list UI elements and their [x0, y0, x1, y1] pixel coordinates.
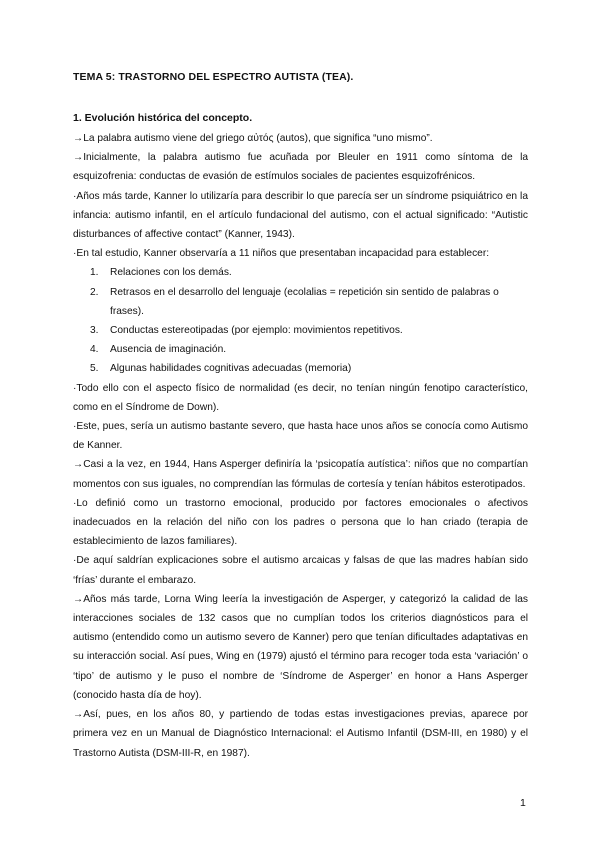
paragraph: ·De aquí saldrían explicaciones sobre el autismo arcaicas y falsas de que las madres habían sido ‘frías’ durante el embarazo.	[73, 555, 528, 586]
list-item	[73, 340, 528, 359]
list-number: 1.	[90, 267, 99, 279]
paragraph: →Así, pues, en los años 80, y partiendo de todas estas investigaciones previas, aparece por primera vez en un Manual de Diagnóstico Internacional: el Autismo Infantil (DSM-III, en 1980) y el Trastorno Autista (DSM-III-R, en 1987).	[73, 709, 528, 759]
paragraph: ·Todo ello con el aspecto físico de normalidad (es decir, no tenían ningún fenotipo característico, como en el Síndrome de Down).	[73, 382, 528, 413]
list-item	[73, 321, 528, 340]
section-heading: 1. Evolución histórica del concepto.	[73, 112, 253, 124]
list-item	[73, 283, 528, 321]
paragraph: ·Años más tarde, Kanner lo utilizaría para describir lo que parecía ser un síndrome psiquiátrico en la infancia: autismo infantil, en el artículo fundacional del autismo, con el actual significado: “Autistic disturbances of affective contact” (Kanner, 1943).	[73, 190, 528, 241]
list-item-text: Retrasos en el desarrollo del lenguaje (ecolalias = repetición sin sentido de palabras o frases).	[110, 286, 499, 317]
list-item	[73, 359, 528, 378]
list-number: 2.	[90, 286, 99, 298]
list-item-text: Algunas habilidades cognitivas adecuadas (memoria)	[110, 363, 352, 375]
paragraph: ·Este, pues, sería un autismo bastante severo, que hasta hace unos años se conocía como Autismo de Kanner.	[73, 421, 528, 452]
paragraph: →Inicialmente, la palabra autismo fue acuñada por Bleuler en 1911 como síntoma de la esquizofrenia: conductas de evasión de estímulos sociales de pacientes esquizofrénicos.	[73, 152, 528, 183]
numbered-list	[73, 263, 528, 378]
list-item	[73, 263, 528, 282]
list-number: 5.	[90, 363, 99, 375]
paragraph: ·En tal estudio, Kanner observaría a 11 niños que presentaban incapacidad para establecer:	[73, 248, 490, 260]
list-item-text: Relaciones con los demás.	[110, 267, 232, 279]
list-item-text: Ausencia de imaginación.	[110, 344, 227, 356]
list-number: 3.	[90, 325, 99, 337]
document-body	[73, 129, 528, 763]
paragraph: →La palabra autismo viene del griego αὐτός (autos), que significa “uno mismo”.	[73, 133, 433, 144]
page-number: 1	[520, 797, 526, 809]
paragraph: ·Lo definió como un trastorno emocional, producido por factores emocionales o afectivos inadecuados en la relación del niño con los padres o persona que lo han criado (terapia de establecimiento de lazos familiares).	[73, 497, 528, 548]
list-number: 4.	[90, 344, 99, 356]
paragraph: →Años más tarde, Lorna Wing leería la investigación de Asperger, y categorizó la calidad de las interacciones sociales de 132 casos que no cumplían todos los criterios diagnósticos para el autismo (entendido como un autismo severo de Kanner) pero que tenían dificultades adaptativas en su interacción social. Así pues, Wing en (1979) ajustó el término para recoger toda esta ‘variación’ o ‘tipo’ de autismo y le puso el nombre de ‘Síndrome de Asperger’ en honor a Hans Asperger (conocido hasta día de hoy).	[73, 593, 528, 701]
paragraph: →Casi a la vez, en 1944, Hans Asperger definiría la ‘psicopatía autística’: niños que no compartían momentos con sus iguales, no comprendían las fórmulas de cortesía y tenían hábitos esterotipados.	[73, 459, 528, 490]
list-item-text: Conductas estereotipadas (por ejemplo: movimientos repetitivos.	[110, 325, 403, 337]
document-title: TEMA 5: TRASTORNO DEL ESPECTRO AUTISTA (TEA).	[73, 71, 354, 83]
